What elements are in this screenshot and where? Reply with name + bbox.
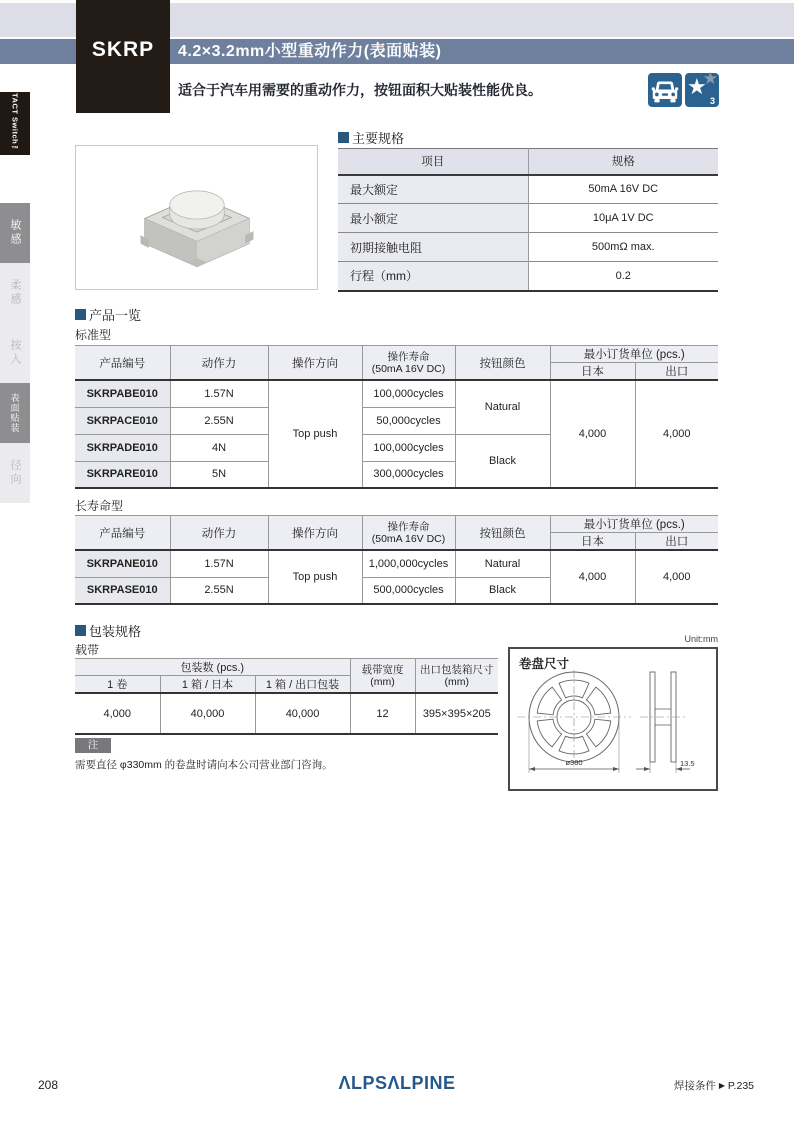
operating-direction: Top push: [268, 380, 362, 488]
moq-japan: 4,000: [550, 380, 635, 488]
long-life-type-label: 长寿命型: [75, 499, 124, 513]
col-direction: 操作方向: [268, 346, 362, 381]
moq-export: 4,000: [635, 550, 718, 604]
part-number: SKRPASE010: [75, 577, 170, 604]
table-row: [338, 204, 718, 233]
col-operating-life: 操作寿命 (50mA 16V DC): [362, 516, 455, 551]
sidebar-item-soft[interactable]: 柔感: [0, 263, 30, 323]
export-box-size-value: 395×395×205: [415, 693, 498, 734]
col-moq-japan: 日本: [550, 533, 635, 551]
star-back-icon: ★: [702, 69, 718, 88]
table-row: [338, 175, 718, 204]
col-part-number: 产品编号: [75, 346, 170, 381]
arrow-icon: ▶: [718, 1081, 725, 1090]
table-row: [338, 262, 718, 291]
qty-per-box-japan: 40,000: [160, 693, 255, 734]
section-product-lineup-label: 产品一览: [89, 308, 142, 323]
qty-per-reel: 4,000: [75, 693, 160, 734]
sidebar-item-sensitive[interactable]: 敏感: [0, 203, 30, 263]
spec-item: 初期接触电阻: [338, 233, 528, 262]
spec-col-value: 规格: [528, 149, 718, 175]
part-number: SKRPARE010: [75, 461, 170, 488]
soldering-conditions-label: 焊接条件: [673, 1080, 716, 1092]
col-moq: 最小订货单位 (pcs.): [550, 346, 718, 363]
operating-force: 5N: [170, 461, 268, 488]
qty-per-box-export: 40,000: [255, 693, 350, 734]
reel-drawing: [510, 669, 716, 787]
col-operating-force: 动作力: [170, 516, 268, 551]
col-part-number: 产品编号: [75, 516, 170, 551]
col-packaging-qty: 包装数 (pcs.): [75, 659, 350, 676]
operating-life: 100,000cycles: [362, 380, 455, 407]
page-number: 208: [38, 1078, 59, 1092]
carrier-tape-label: 载带: [75, 643, 100, 657]
alps-alpine-logo: ΛLPSΛLPINE: [338, 1073, 456, 1093]
product-photo: [75, 145, 318, 290]
note-badge: 注: [75, 738, 111, 753]
col-tape-width: 载带宽度 (mm): [350, 659, 415, 694]
svg-text:ø380: ø380: [565, 758, 583, 767]
table-row: [75, 550, 718, 577]
section-packaging: [75, 621, 141, 640]
spec-item: 最大额定: [338, 175, 528, 204]
button-color: Natural: [455, 380, 550, 434]
operating-life: 100,000cycles: [362, 434, 455, 461]
moq-japan: 4,000: [550, 550, 635, 604]
section-product-lineup: [75, 305, 141, 324]
operating-life: 1,000,000cycles: [362, 550, 455, 577]
operating-life: 50,000cycles: [362, 407, 455, 434]
operating-life: 500,000cycles: [362, 577, 455, 604]
table-row: [75, 380, 718, 407]
table-row: [338, 233, 718, 262]
standard-product-table: [75, 345, 718, 489]
col-one-reel: 1 卷: [75, 676, 160, 694]
operating-life: 300,000cycles: [362, 461, 455, 488]
col-one-box-japan: 1 箱 / 日本: [160, 676, 255, 694]
col-export-box-size: 出口包装箱尺寸 (mm): [415, 659, 498, 694]
col-operating-life: 操作寿命 (50mA 16V DC): [362, 346, 455, 381]
reel-dimensions-box: [508, 647, 718, 791]
main-spec-table: [338, 148, 718, 292]
spec-value: 500mΩ max.: [528, 233, 718, 262]
operating-force: 2.55N: [170, 407, 268, 434]
part-number: SKRPACE010: [75, 407, 170, 434]
series-name: SKRP: [91, 38, 155, 61]
operating-force: 2.55N: [170, 577, 268, 604]
reel-dimensions-title: 卷盘尺寸: [519, 657, 570, 671]
tape-width-value: 12: [350, 693, 415, 734]
note-text: 需要直径 φ330mm 的卷盘时请向本公司营业部门咨询。: [75, 759, 333, 771]
col-button-color: 按钮颜色: [455, 516, 550, 551]
spec-item: 最小额定: [338, 204, 528, 233]
section-marker-icon: [75, 309, 86, 320]
svg-text:13.5: 13.5: [680, 759, 695, 768]
spec-value: 50mA 16V DC: [528, 175, 718, 204]
col-direction: 操作方向: [268, 516, 362, 551]
button-color: Black: [455, 434, 550, 488]
button-color: Black: [455, 577, 550, 604]
unit-label: Unit:mm: [684, 634, 718, 644]
section-packaging-label: 包装规格: [89, 624, 142, 639]
tact-switch-tab: TACT Switch™: [0, 92, 30, 155]
standard-type-label: 标准型: [75, 328, 112, 342]
sidebar-item-smd[interactable]: 表面贴装: [0, 383, 30, 443]
soldering-conditions-page: P.235: [727, 1080, 754, 1092]
col-moq-japan: 日本: [550, 363, 635, 381]
star-front-icon: ★: [687, 74, 707, 99]
operating-force: 1.57N: [170, 550, 268, 577]
sidebar-item-push[interactable]: 按入: [0, 323, 30, 383]
sidebar-item-radial[interactable]: 径向: [0, 443, 30, 503]
series-box: [76, 0, 170, 113]
part-number: SKRPADE010: [75, 434, 170, 461]
section-main-specs: [338, 128, 404, 147]
col-moq: 最小订货单位 (pcs.): [550, 516, 718, 533]
operating-direction: Top push: [268, 550, 362, 604]
page-subtitle: 适合于汽车用需要的重动作力，按钮面积大贴装性能优良。: [178, 82, 542, 98]
moq-export: 4,000: [635, 380, 718, 488]
col-moq-export: 出口: [635, 363, 718, 381]
operating-force: 1.57N: [170, 380, 268, 407]
part-number: SKRPANE010: [75, 550, 170, 577]
page-title: 4.2×3.2mm小型重动作力(表面贴装): [178, 43, 442, 60]
section-marker-icon: [338, 132, 349, 143]
packaging-table: [75, 658, 498, 735]
spec-col-item: 项目: [338, 149, 528, 175]
col-one-box-export: 1 箱 / 出口包装: [255, 676, 350, 694]
part-number: SKRPABE010: [75, 380, 170, 407]
col-moq-export: 出口: [635, 533, 718, 551]
soldering-conditions-link[interactable]: [674, 1078, 754, 1093]
col-button-color: 按钮颜色: [455, 346, 550, 381]
section-main-specs-label: 主要规格: [352, 131, 405, 146]
spec-value: 0.2: [528, 262, 718, 291]
star-rating-number: 3: [709, 96, 715, 106]
spec-value: 10μA 1V DC: [528, 204, 718, 233]
table-row: [75, 693, 498, 734]
tact-switch-illustration: [112, 160, 282, 275]
long-life-product-table: [75, 515, 718, 605]
star-rating-icon: [685, 69, 719, 107]
section-marker-icon: [75, 625, 86, 636]
automotive-car-icon: [648, 73, 682, 107]
spec-item: 行程（mm）: [338, 262, 528, 291]
col-operating-force: 动作力: [170, 346, 268, 381]
button-color: Natural: [455, 550, 550, 577]
operating-force: 4N: [170, 434, 268, 461]
